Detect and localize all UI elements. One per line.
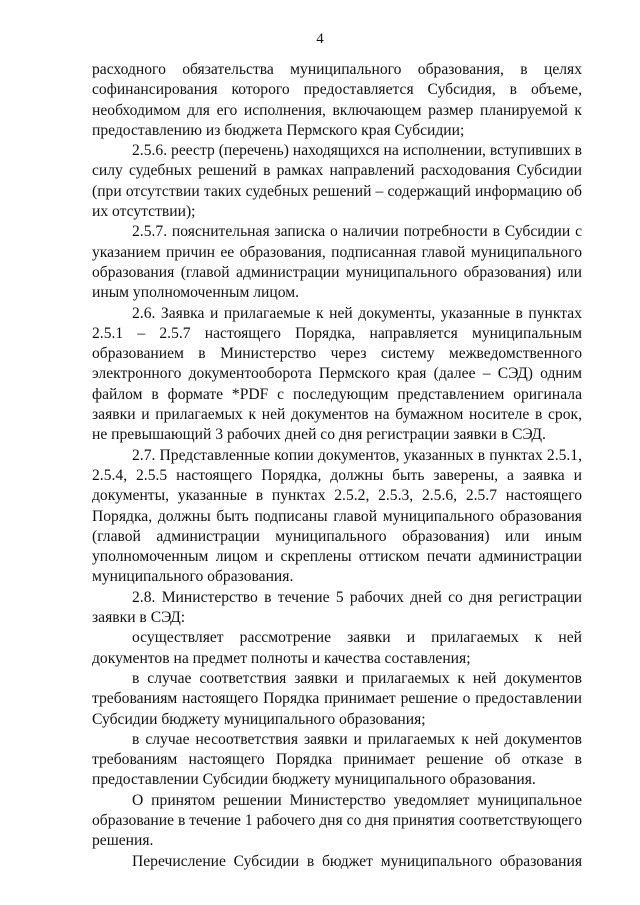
paragraph-2-6: 2.6. Заявка и прилагаемые к ней документы, указанные в пунктах 2.5.1 – 2.5.7 настоящего Порядка, направляется муниципальным образованием в Министерство через систему межведомственного электронного документооборота Пермского края (далее – СЭД) одним файлом в формате *PDF с последующим представлением оригинала заявки и прилагаемых к ней документов на бумажном носителе в срок, не превышающий 3 рабочих дней со дня регистрации заявки в СЭД. (92, 304, 582, 444)
document-body (92, 60, 582, 872)
paragraph-compliance: в случае соответствия заявки и прилагаемых к ней документов требованиям настоящего Порядка принимает решение о предоставлении Субсидии бюджету муниципального образования; (92, 669, 582, 728)
paragraph-2-7: 2.7. Представленные копии документов, указанных в пунктах 2.5.1, 2.5.4, 2.5.5 настоящего Порядка, должны быть заверены, а заявка и документы, указанные в пунктах 2.5.2, 2.5.3, 2.5.6, 2.5.7 настоящего Порядка, должны быть подписаны главой муниципального образования (главой администрации муниципального образования) или иным уполномоченным лицом и скреплены оттиском печати администрации муниципального образования. (92, 446, 582, 586)
page-number: 4 (316, 31, 324, 47)
paragraph-notification: О принятом решении Министерство уведомляет муниципальное образование в течение 1 рабочего дня со дня принятия соответствующего решения. (92, 791, 582, 850)
paragraph-2-8: 2.8. Министерство в течение 5 рабочих дней со дня регистрации заявки в СЭД: (92, 588, 582, 627)
paragraph-transfer: Перечисление Субсидии в бюджет муниципального образования (132, 852, 582, 870)
paragraph-2-5-6: 2.5.6. реестр (перечень) находящихся на исполнении, вступивших в силу судебных решений в рамках направлений расходования Субсидии (при отсутствии таких судебных решений – содержащий информацию об их отсутствии); (92, 142, 582, 221)
paragraph-continuation: расходного обязательства муниципального образования, в целях софинансирования которого предоставляется Субсидия, в объеме, необходимом для его исполнения, включающем размер планируемой к предоставлению из бюджета Пермского края Субсидии; (92, 61, 582, 139)
paragraph-2-5-7: 2.5.7. пояснительная записка о наличии потребности в Субсидии с указанием причин ее образования, подписанная главой муниципального образования (главой администрации муниципального образования) или иным уполномоченным лицом. (92, 223, 582, 302)
paragraph-noncompliance: в случае несоответствия заявки и прилагаемых к ней документов требованиям настоящего Порядка принимает решение об отказе в предоставлении Субсидии бюджету муниципального образования. (92, 730, 582, 789)
paragraph-review: осуществляет рассмотрение заявки и прилагаемых к ней документов на предмет полноты и качества составления; (92, 629, 582, 667)
